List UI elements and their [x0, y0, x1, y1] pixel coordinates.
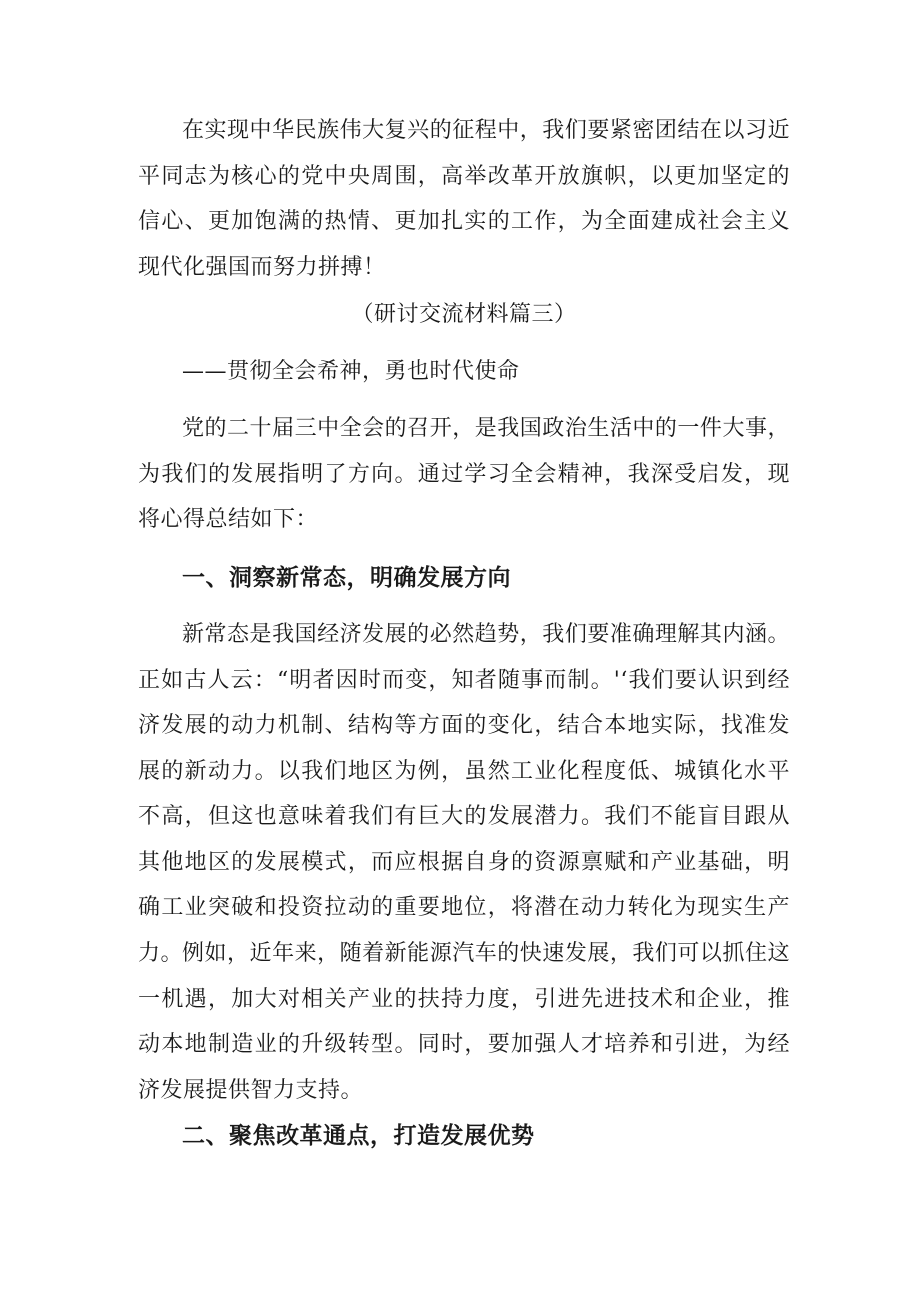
section1-paragraph-1: 新常态是我国经济发展的必然趋势，我们要准确理解其内涵。正如古人云：“明者因时而变，知者随事而制。'‘我们要认识到经济发展的动力机制、结构等方面的变化，结合本地实际，找准发展的新动力。以我们地区为例，虽然工业化程度低、城镇化水平不高，但这也意味着我们有巨大的发展潜力。我们不能盲目跟从其他地区的发展模式，而应根据自身的资源禀赋和产业基础，明确工业突破和投资拉动的重要地位，将潜在动力转化为现实生产力。: [138, 622, 790, 966]
section-heading-2: 二、聚焦改革通点，打造发展优势: [182, 1123, 535, 1149]
opening-paragraph: 党的二十届三中全会的召开，是我国政治生活中的一件大事，为我们的发展指明了方向。通过学习全会精神，我深受启发，现将心得总结如下：: [138, 416, 790, 532]
intro-paragraph: 在实现中华民族伟大复兴的征程中，我们要紧密团结在以习近平同志为核心的党中央周围，高举改革开放旗帜，以更加坚定的信心、更加饱满的热情、更加扎实的工作，为全面建成社会主义现代化强国而努力拼搏！: [138, 118, 790, 280]
section-heading-1: 一、洞察新常态，明确发展方向: [182, 565, 511, 591]
section1-paragraph-2: 例如，近年来，随着新能源汽车的快速发展，我们可以抓住这一机遇，加大对相关产业的扶持力度，引进先进技术和企业，推动本地制造业的升级转型。同时，要加强人才培养和引进，为经济发展提供智力支持。: [138, 941, 790, 1103]
document-title: （研讨交流材料篇三）: [351, 302, 577, 327]
document-subtitle: ——贯彻全会希神，勇也时代使命: [182, 359, 520, 384]
